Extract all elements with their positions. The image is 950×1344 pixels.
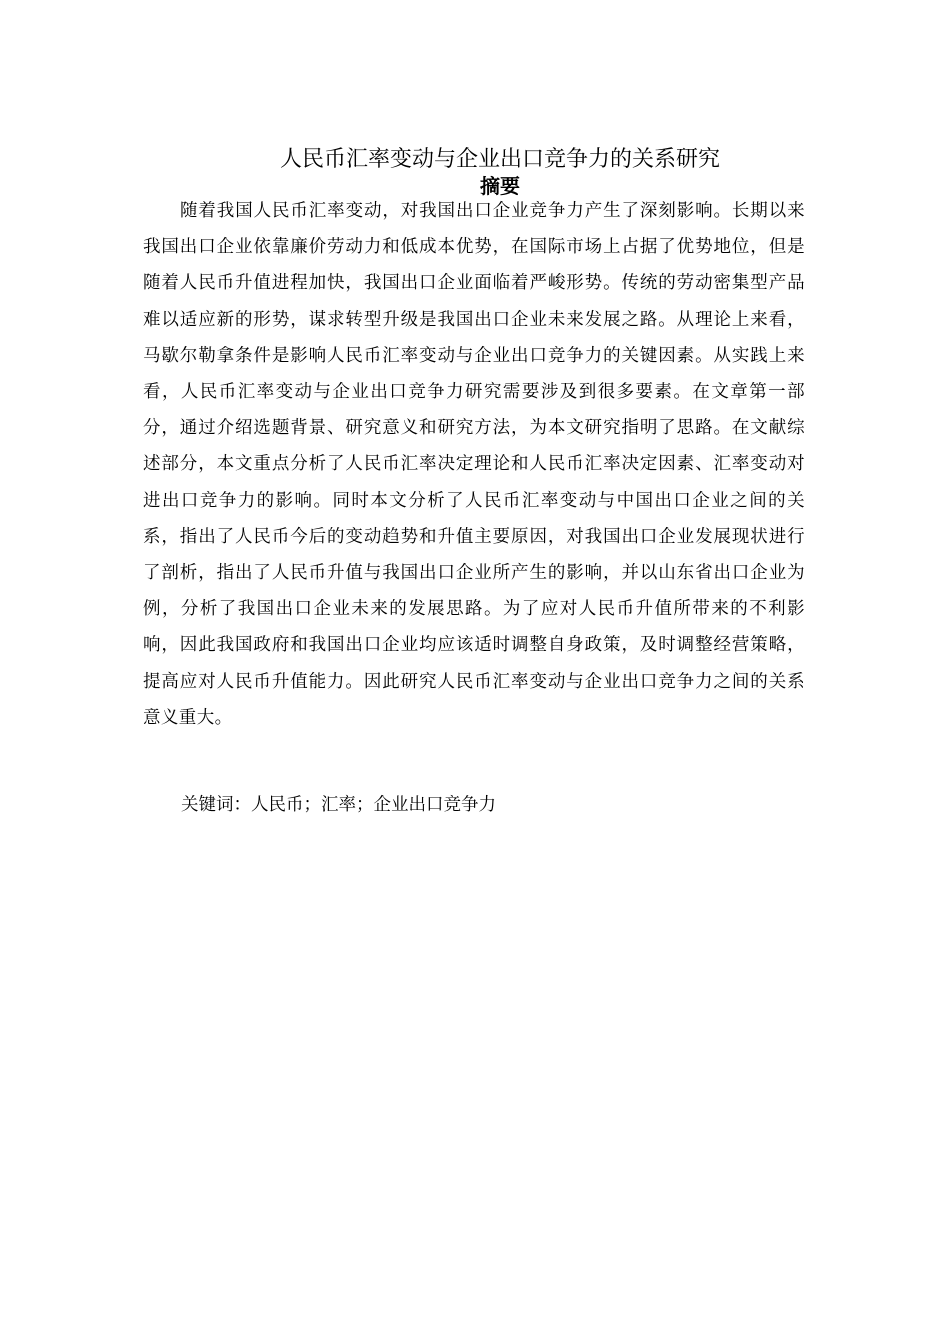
abstract-heading: 摘要 (480, 174, 520, 198)
abstract-paragraph: 随着我国人民币汇率变动，对我国出口企业竞争力产生了深刻影响。长期以来我国出口企业依靠廉价劳动力和低成本优势，在国际市场上占据了优势地位，但是随着人民币升值进程加快，我国出口企业面临着严峻形势。传统的劳动密集型产品难以适应新的形势，谋求转型升级是我国出口企业未来发展之路。从理论上来看，马歇尔勒拿条件是影响人民币汇率变动与企业出口竞争力的关键因素。从实践上来看，人民币汇率变动与企业出口竞争力研究需要涉及到很多要素。在文章第一部分，通过介绍选题背景、研究意义和研究方法，为本文研究指明了思路。在文献综述部分，本文重点分析了人民币汇率决定理论和人民币汇率决定因素、汇率变动对进出口竞争力的影响。同时本文分析了人民币汇率变动与中国出口企业之间的关系，指出了人民币今后的变动趋势和升值主要原因，对我国出口企业发展现状进行了剖析，指出了人民币升值与我国出口企业所产生的影响，并以山东省出口企业为例，分析了我国出口企业未来的发展思路。为了应对人民币升值所带来的不利影响，因此我国政府和我国出口企业均应该适时调整自身政策，及时调整经营策略，提高应对人民币升值能力。因此研究人民币汇率变动与企业出口竞争力之间的关系意义重大。 (143, 201, 805, 728)
keywords-line: 关键词：人民币；汇率；企业出口竞争力 (181, 795, 496, 815)
document-title: 人民币汇率变动与企业出口竞争力的关系研究 (279, 147, 720, 172)
